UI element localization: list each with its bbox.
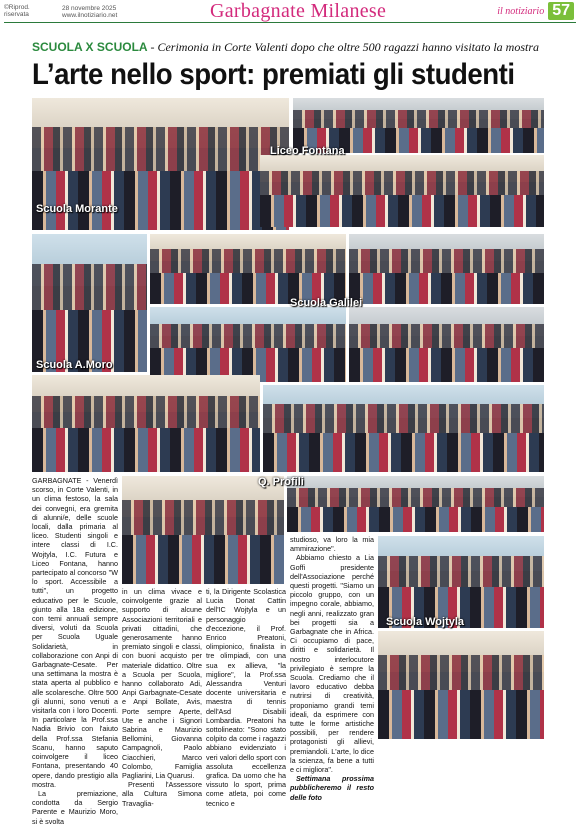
- header-rule: [4, 22, 576, 23]
- label-quartiere-profili: Q. Profili: [258, 476, 304, 488]
- kicker-subtitle: - Cerimonia in Corte Valenti dopo che oltre 500 ragazzi hanno visitato la mostra: [150, 40, 540, 54]
- copyright-notice: ©Riprod. riservata: [4, 4, 30, 18]
- masthead-badge: [497, 2, 574, 20]
- kicker-label: SCUOLA X SCUOLA: [32, 40, 148, 54]
- label-liceo-fontana: Liceo Fontana: [270, 145, 345, 157]
- photo-liceo-fontana-2: [260, 155, 544, 227]
- photo-scuola-galilei-4: [349, 307, 544, 382]
- column-4-closing-note: Settimana prossima pubblicheremo il resto delle foto: [290, 774, 374, 802]
- issue-date: 28 novembre 2025: [62, 5, 117, 12]
- article-column-1: [32, 476, 118, 826]
- photo-quartiere-profili-2: [287, 476, 544, 532]
- photo-scuola-wojtyla-1: [378, 536, 544, 628]
- column-4-text: studioso, va loro la mia ammirazione".: [290, 535, 374, 554]
- label-scuola-moro: Scuola A.Moro: [36, 359, 113, 371]
- label-scuola-galilei: Scuola Galilei: [290, 297, 363, 309]
- header-date-block: [62, 5, 117, 19]
- label-scuola-wojtyla: Scuola Wojtyla: [386, 616, 465, 628]
- website-link[interactable]: www.ilnotiziario.net: [62, 12, 118, 19]
- article-column-4: [290, 535, 374, 802]
- photo-scuola-galilei-2: [349, 234, 544, 304]
- column-2-text-continued: Presenti l'Assessore alla Cultura Simona Travaglia-: [122, 780, 202, 808]
- brand-name: il notiziario: [497, 5, 545, 17]
- photo-quartiere-profili-1: [122, 476, 284, 584]
- column-1-text: GARBAGNATE - Venerdì scorso, in Corte Valenti, in un clima festoso, la sala dei convegni, era gremita di alunni/e, delle scuole locali, dalla primaria al liceo. Studenti singoli e intere classi di I.C. Wojtyla, I.C. Futura e Liceo Fontana, hanno partecipato al concorso "W lo sport. Accessibile a tutti", un progetto educativo per le Scuole, giunto alla 18a edizione, con temi annuali sempre diversi, voluti da Scuola per Scuola Uguale Solidarietà, in collaborazione con Anpi di Garbagnate-Cesate. Per una settimana la mostra è stata aperta al pubblico e alle scolaresche. Oltre 500 gli alunni, sono venuti a visitarla con i loro Docenti. In particolare la Prof.ssa Nadia Brivio con l'aiuto della Prof.ssa Stefania Scanu, hanno saputo coinvolgere il liceo Fontana, presentando 40 opere, dando prestigio alla mostra.: [32, 476, 118, 789]
- column-1-text-continued: La premiazione, condotta da Sergio Parente e Maurizio Moro, si è svolta: [32, 788, 118, 826]
- page-number: 57: [548, 2, 574, 20]
- column-3-text: ti, la Dirigente Scolastica Lucia Donat Cattin dell'IC Wojtyla e un personaggio d'eccezione, il Prof. Enrico Preatoni, olimpionico, finalista in tre olimpiadi, con una sua ex allieva, "la migliore", la Prof.ssa Alessandra Venturi docente universitaria e maestra di tennis dell'Asd Disabili Lombardia. Preatoni ha sottolineato: "Sono stato colpito da come i ragazzi abbiano evidenziato i veri valori dello sport con assoluta eccellenza grafica. Da uomo che ha vissuto lo sport, prima come atleta, poi come tecnico e: [206, 587, 286, 808]
- article-kicker: [32, 40, 539, 55]
- photo-scuola-wojtyla-2: [378, 631, 544, 739]
- article-column-2: [122, 587, 202, 808]
- photo-scuola-moro-2: [32, 375, 260, 472]
- section-title: Garbagnate Milanese: [210, 0, 387, 22]
- article-headline: L’arte nello sport: premiati gli studenti: [32, 58, 515, 91]
- photo-scuola-galilei-1: [150, 234, 346, 304]
- photo-scuola-moro-3: [263, 385, 544, 472]
- photo-scuola-moro-1: [32, 234, 147, 372]
- photo-scuola-galilei-3: [150, 307, 346, 382]
- article-column-3: [206, 587, 286, 808]
- column-2-text: in un clima vivace e coinvolgente grazie al supporto di alcune Associazioni territoriali e privati cittadini, che generosamente hanno premiato singoli e classi, con buoni acquisto per materiale didattico. Oltre a Scuola per Scuola, hanno collaborato Adi, Anpi Garbagnate-Cesate e Anpi Bollate, Avis, Porte sempre Aperte, Ute e anche i Signori Sabrina e Maurizio Bellomini, Giovanna Campagnoli, Paolo Ciacchieri, Marco Colombo, Famiglia Pagliarini, Lia Quarusi.: [122, 587, 202, 781]
- column-4-text-continued: Abbiamo chiesto a Lia Goffi presidente dell'Associazione perché questi progetti. "Siamo un piccolo gruppo, con un impegno corale, abbiamo, negli anni, realizzato gran bei progetti sia a Garbagnate che in Africa. Ci occupiamo di pace, diritti e solidarietà. Il nostro interlocutore privilegiato è sempre la Scuola. Crediamo che il lavoro educativo debba nutrirsi di creatività, proponiamo grandi temi ideali, da esprimere con tutte le forme artistiche possibili, per rendere protagonisti gli allievi, premiandoli. L'arte, lo dice la scienza, fa bene a tutti e ci migliora".: [290, 553, 374, 775]
- label-scuola-morante: Scuola Morante: [36, 203, 118, 215]
